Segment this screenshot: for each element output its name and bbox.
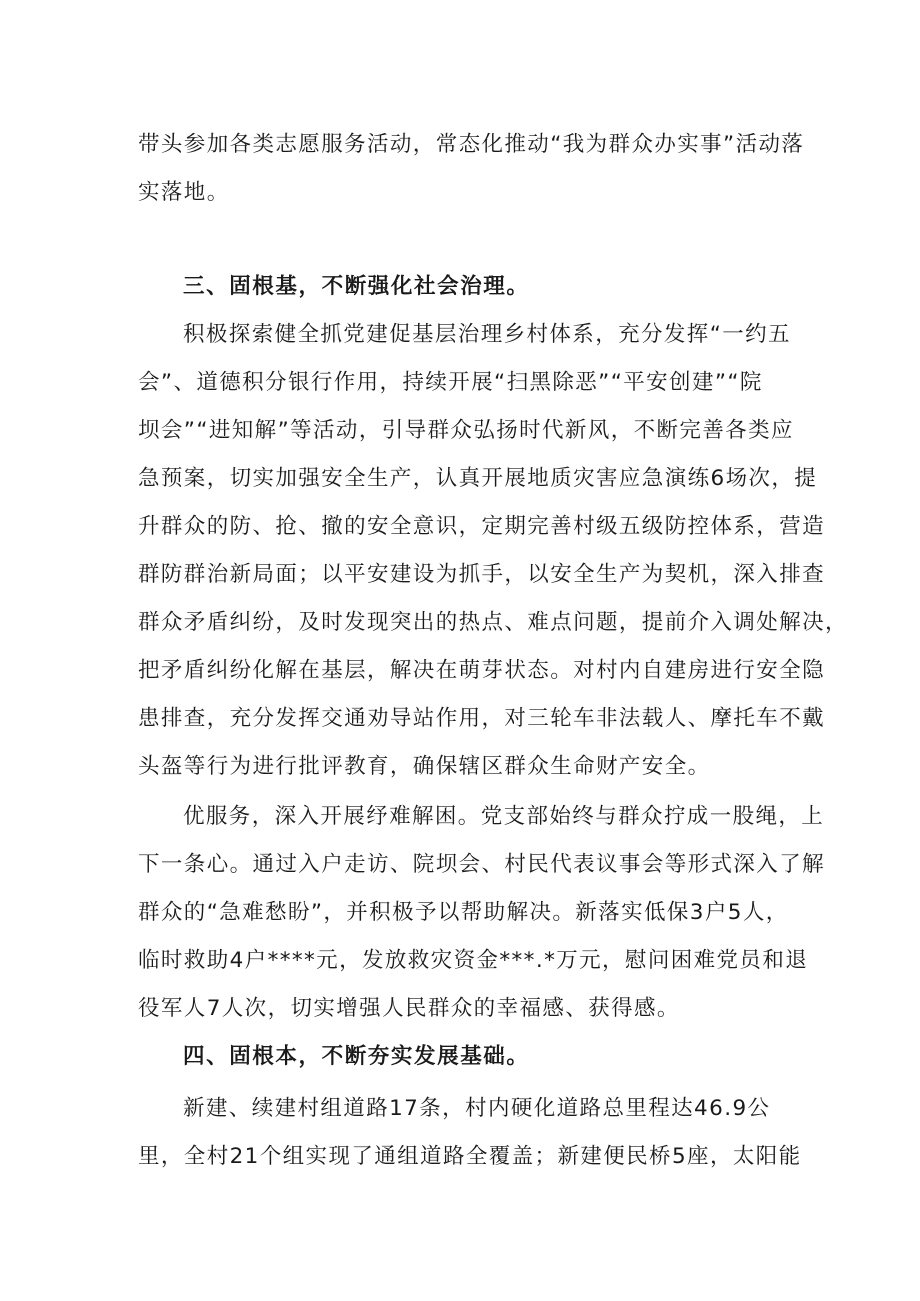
paragraph-line: 里，全村21个组实现了通组道路全覆盖；新建便民桥5座，太阳能: [138, 1144, 802, 1169]
paragraph-line: 积极探索健全抓党建促基层治理乡村体系，充分发挥“一约五: [183, 322, 791, 347]
paragraph-line: 实落地。: [138, 180, 230, 205]
paragraph-line: 会”、道德积分银行作用，持续开展“扫黑除恶”“平安创建”“院: [138, 370, 763, 395]
section-heading-3: 三、固根基，不断强化社会治理。: [183, 274, 530, 299]
paragraph-line: 坝会”“进知解”等活动，引导群众弘扬时代新风，不断完善各类应: [138, 418, 794, 443]
paragraph-line: 急预案，切实加强安全生产，认真开展地质灾害应急演练6场次，提: [138, 466, 818, 491]
paragraph-line: 带头参加各类志愿服务活动，常态化推动“我为群众办实事”活动落: [138, 132, 805, 157]
paragraph-line: 患排查，充分发挥交通劝导站作用，对三轮车非法载人、摩托车不戴: [138, 706, 826, 731]
paragraph-line: 把矛盾纠纷化解在基层，解决在萌芽状态。对村内自建房进行安全隐: [138, 658, 826, 683]
paragraph-line: 群防群治新局面；以平安建设为抓手，以安全生产为契机，深入排查: [138, 562, 826, 587]
paragraph-line: 下一条心。通过入户走访、院坝会、村民代表议事会等形式深入了解: [138, 852, 826, 877]
paragraph-line: 临时救助4户****元，发放救灾资金***.*万元，慰问困难党员和退: [138, 948, 809, 973]
paragraph-line: 优服务，深入开展纾难解困。党支部始终与群众拧成一股绳，上: [183, 804, 825, 829]
paragraph-line: 群众的“急难愁盼”，并积极予以帮助解决。新落实低保3户5人，: [138, 900, 789, 925]
paragraph-line: 群众矛盾纠纷，及时发现突出的热点、难点问题，提前介入调处解决，: [138, 610, 848, 635]
paragraph-line: 头盔等行为进行批评教育，确保辖区群众生命财产安全。: [138, 754, 711, 779]
section-heading-4: 四、固根本，不断夯实发展基础。: [183, 1044, 530, 1069]
paragraph-line: 役军人7人次，切实增强人民群众的幸福感、获得感。: [138, 996, 680, 1021]
paragraph-line: 新建、续建村组道路17条，村内硬化道路总里程达46.9公: [183, 1096, 771, 1121]
paragraph-line: 升群众的防、抢、撤的安全意识，定期完善村级五级防控体系，营造: [138, 514, 826, 539]
